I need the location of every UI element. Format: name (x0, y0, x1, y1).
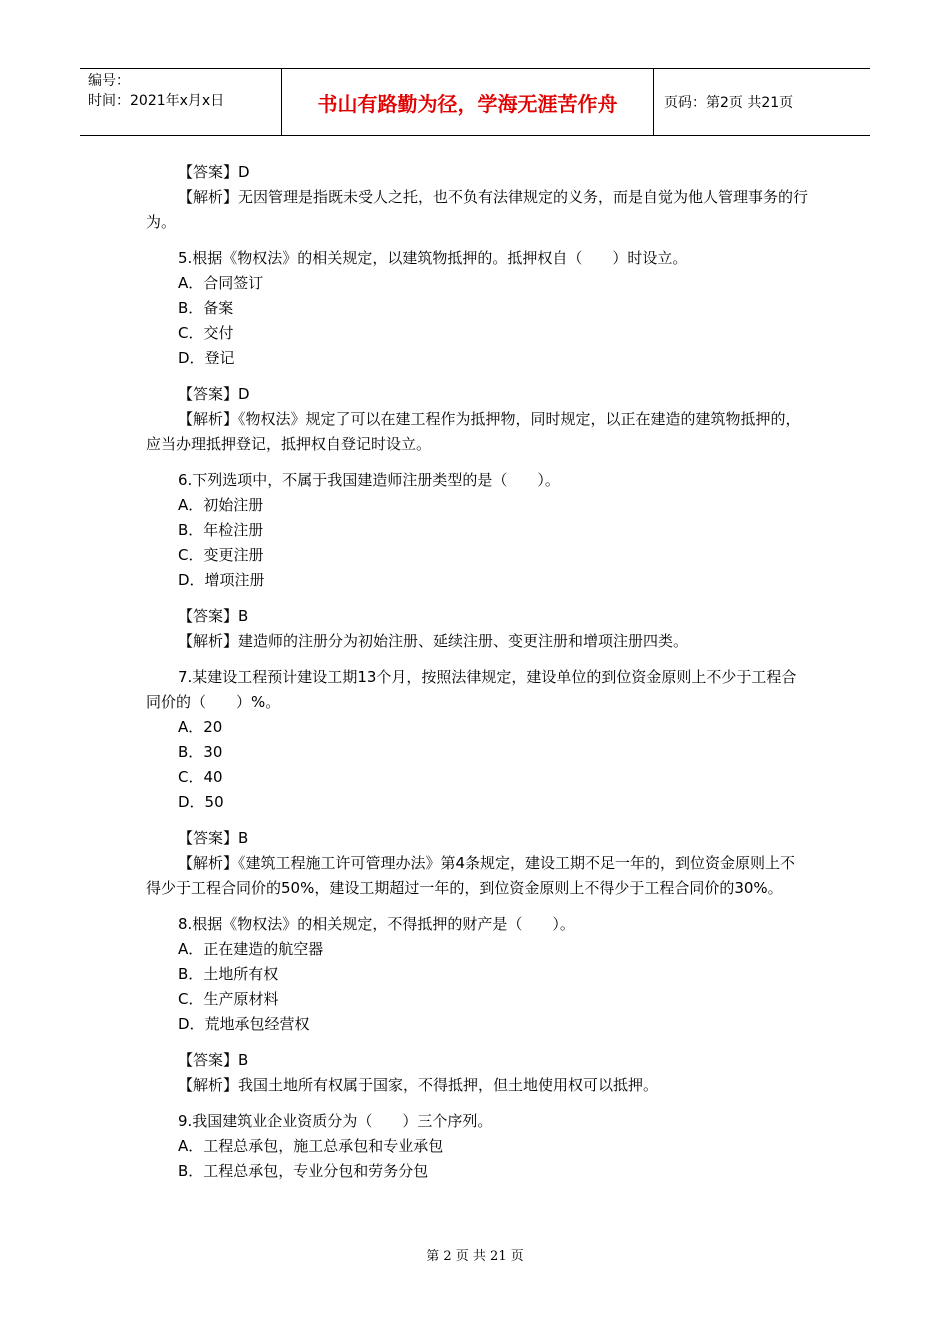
option-c: C．生产原材料 (178, 990, 279, 1008)
analysis-text: 【解析】建造师的注册分为初始注册、延续注册、变更注册和增项注册四类。 (178, 632, 689, 650)
question-block (146, 246, 808, 371)
analysis-text: 【解析】无因管理是指既未受人之托，也不负有法律规定的义务，而是自觉为他人管理事务的行为。 (146, 188, 809, 231)
option-a: A．正在建造的航空器 (178, 940, 324, 958)
answer-block (146, 160, 808, 235)
analysis-text: 【解析】我国土地所有权属于国家，不得抵押，但土地使用权可以抵押。 (178, 1076, 659, 1094)
answer-block (146, 826, 808, 901)
option-b: B．土地所有权 (178, 965, 279, 983)
option-d: D．增项注册 (178, 571, 265, 589)
question-block (146, 665, 808, 815)
header-meta (80, 69, 281, 135)
question-text: 5.根据《物权法》的相关规定，以建筑物抵押的。抵押权自（ ）时设立。 (178, 249, 688, 267)
option-a: A．初始注册 (178, 496, 264, 514)
option-d: D．荒地承包经营权 (178, 1015, 310, 1033)
question-text: 6.下列选项中，不属于我国建造师注册类型的是（ ）。 (178, 471, 560, 489)
answer-block (146, 1048, 808, 1098)
option-a: A．合同签订 (178, 274, 264, 292)
question-text: 8.根据《物权法》的相关规定，不得抵押的财产是（ ）。 (178, 915, 575, 933)
option-b: B．工程总承包，专业分包和劳务分包 (178, 1162, 429, 1180)
option-d: D．50 (178, 793, 224, 811)
question-block (146, 468, 808, 593)
option-a: A．20 (178, 718, 223, 736)
answer-line: 【答案】B (178, 1051, 249, 1069)
option-b: B．备案 (178, 299, 234, 317)
option-c: C．交付 (178, 324, 234, 342)
document-time-label: 时间：2021年x月x日 (88, 93, 225, 109)
answer-line: 【答案】D (178, 163, 250, 181)
header-slogan: 书山有路勤为径，学海无涯苦作舟 (281, 69, 654, 135)
option-b: B．30 (178, 743, 223, 761)
option-a: A．工程总承包，施工总承包和专业承包 (178, 1137, 444, 1155)
question-block (146, 1109, 808, 1184)
answer-line: 【答案】D (178, 385, 250, 403)
answer-block (146, 604, 808, 654)
analysis-text: 【解析】《物权法》规定了可以在建工程作为抵押物，同时规定，以正在建造的建筑物抵押的，应当办理抵押登记，抵押权自登记时设立。 (146, 410, 801, 453)
option-d: D．登记 (178, 349, 235, 367)
option-c: C．变更注册 (178, 546, 264, 564)
option-b: B．年检注册 (178, 521, 264, 539)
question-block (146, 912, 808, 1037)
question-text: 9.我国建筑业企业资质分为（ ）三个序列。 (178, 1112, 493, 1130)
answer-block (146, 382, 808, 457)
option-c: C．40 (178, 768, 223, 786)
page-footer: 第 2 页 共 21 页 (426, 1249, 524, 1264)
header-page-label: 页码：第2页 共21页 (664, 95, 794, 111)
answer-line: 【答案】B (178, 829, 249, 847)
document-body (146, 160, 808, 1195)
page-header (80, 68, 870, 136)
answer-line: 【答案】B (178, 607, 249, 625)
document-number-label: 编号： (88, 73, 130, 89)
question-text: 7.某建设工程预计建设工期13个月，按照法律规定，建设单位的到位资金原则上不少于工程合同价的（ ）%。 (146, 668, 797, 711)
analysis-text: 【解析】《建筑工程施工许可管理办法》第4条规定，建设工期不足一年的，到位资金原则上不得少于工程合同价的50%，建设工期超过一年的，到位资金原则上不得少于工程合同价的30%。 (146, 854, 796, 897)
